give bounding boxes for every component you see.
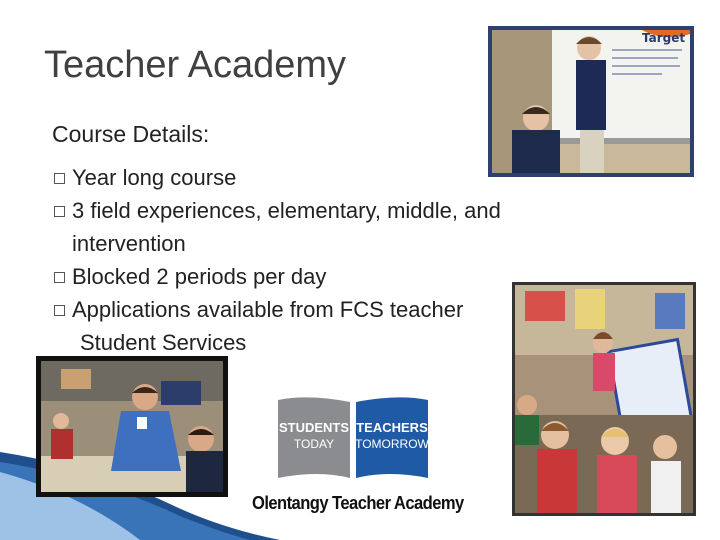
bullet-text: Applications available from FCS teacher (72, 297, 464, 322)
bullet-box-icon (54, 305, 65, 316)
bullet-continuation: Student Services (80, 330, 247, 355)
bullet-continuation: intervention (72, 231, 186, 256)
bullet-item (54, 194, 614, 260)
bullet-box-icon (54, 206, 65, 217)
whiteboard-header: Target (642, 31, 686, 45)
bullet-text: Year long course (72, 165, 237, 190)
logo-tomorrow-text: TOMORROW (355, 437, 429, 451)
bullet-box-icon (54, 272, 65, 283)
bullet-text: 3 field experiences, elementary, middle, and (72, 198, 501, 223)
slide-title: Teacher Academy (44, 44, 347, 86)
logo-today-text: TODAY (293, 437, 335, 451)
course-details-heading: Course Details: (52, 121, 210, 147)
bullet-text: Blocked 2 periods per day (72, 264, 327, 289)
classroom-whiteboard-photo (488, 26, 694, 177)
teacher-helping-student-photo (36, 356, 228, 497)
logo-caption: Olentangy Teacher Academy (252, 493, 464, 513)
bullet-box-icon (54, 173, 65, 184)
children-classroom-photo (512, 282, 696, 516)
logo-teachers-text: TEACHERS (356, 420, 428, 435)
logo-students-text: STUDENTS (278, 420, 350, 435)
